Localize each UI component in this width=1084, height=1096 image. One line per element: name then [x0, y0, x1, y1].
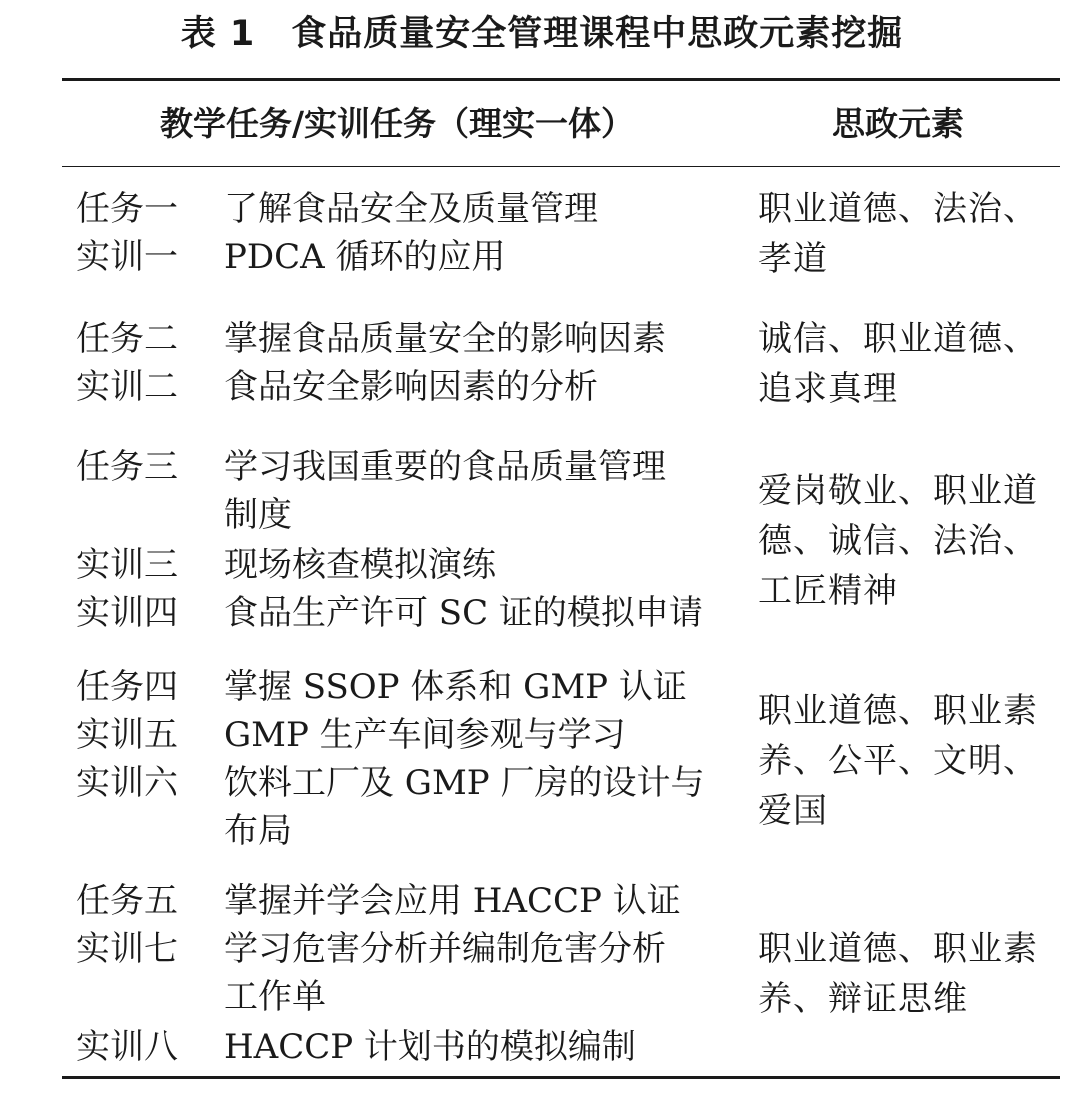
top-rule — [62, 78, 1060, 81]
row-label: 实训四 — [76, 593, 178, 633]
header-rule — [62, 166, 1060, 167]
row-task: 布局 — [224, 811, 292, 851]
row-task: 饮料工厂及 GMP 厂房的设计与 — [224, 763, 705, 803]
row-task: 学习我国重要的食品质量管理 — [224, 447, 666, 487]
row-task: 现场核查模拟演练 — [224, 545, 496, 585]
row-task: 制度 — [224, 495, 292, 535]
row-task: PDCA 循环的应用 — [224, 237, 506, 277]
row-task: 工作单 — [224, 977, 326, 1017]
ideological-elements: 职业道德、职业素养、辩证思维 — [758, 929, 1038, 1019]
row-label: 实训七 — [76, 929, 178, 969]
row-label: 实训二 — [76, 367, 178, 407]
row-label: 实训八 — [76, 1027, 178, 1067]
header-tasks: 教学任务/实训任务（理实一体） — [160, 104, 635, 143]
row-task: 掌握并学会应用 HACCP 认证 — [224, 881, 681, 921]
bottom-rule — [62, 1076, 1060, 1079]
row-label: 任务三 — [76, 447, 178, 487]
row-label: 实训三 — [76, 545, 178, 585]
row-label: 任务二 — [76, 319, 178, 359]
row-task: GMP 生产车间参观与学习 — [224, 715, 626, 755]
row-task: HACCP 计划书的模拟编制 — [224, 1027, 636, 1067]
row-label: 任务四 — [76, 667, 178, 707]
row-task: 掌握食品质量安全的影响因素 — [224, 319, 666, 359]
ideological-elements: 职业道德、法治、孝道 — [758, 189, 1038, 279]
ideological-elements: 诚信、职业道德、追求真理 — [758, 319, 1038, 409]
row-label: 任务一 — [76, 189, 178, 229]
row-task: 食品生产许可 SC 证的模拟申请 — [224, 593, 703, 633]
table-caption: 表 1 食品质量安全管理课程中思政元素挖掘 — [180, 14, 904, 54]
table-row — [0, 1022, 1084, 1072]
row-label: 实训一 — [76, 237, 178, 277]
row-task: 学习危害分析并编制危害分析 — [224, 929, 666, 969]
header-elements: 思政元素 — [832, 104, 964, 143]
row-label: 任务五 — [76, 881, 178, 921]
ideological-elements: 爱岗敬业、职业道德、诚信、法治、工匠精神 — [758, 471, 1038, 611]
row-task: 掌握 SSOP 体系和 GMP 认证 — [224, 667, 687, 707]
row-label: 实训六 — [76, 763, 178, 803]
row-task: 了解食品安全及质量管理 — [224, 189, 598, 229]
row-task: 食品安全影响因素的分析 — [224, 367, 598, 407]
ideological-elements: 职业道德、职业素养、公平、文明、爱国 — [758, 691, 1038, 831]
row-label: 实训五 — [76, 715, 178, 755]
table-row — [0, 876, 1084, 926]
